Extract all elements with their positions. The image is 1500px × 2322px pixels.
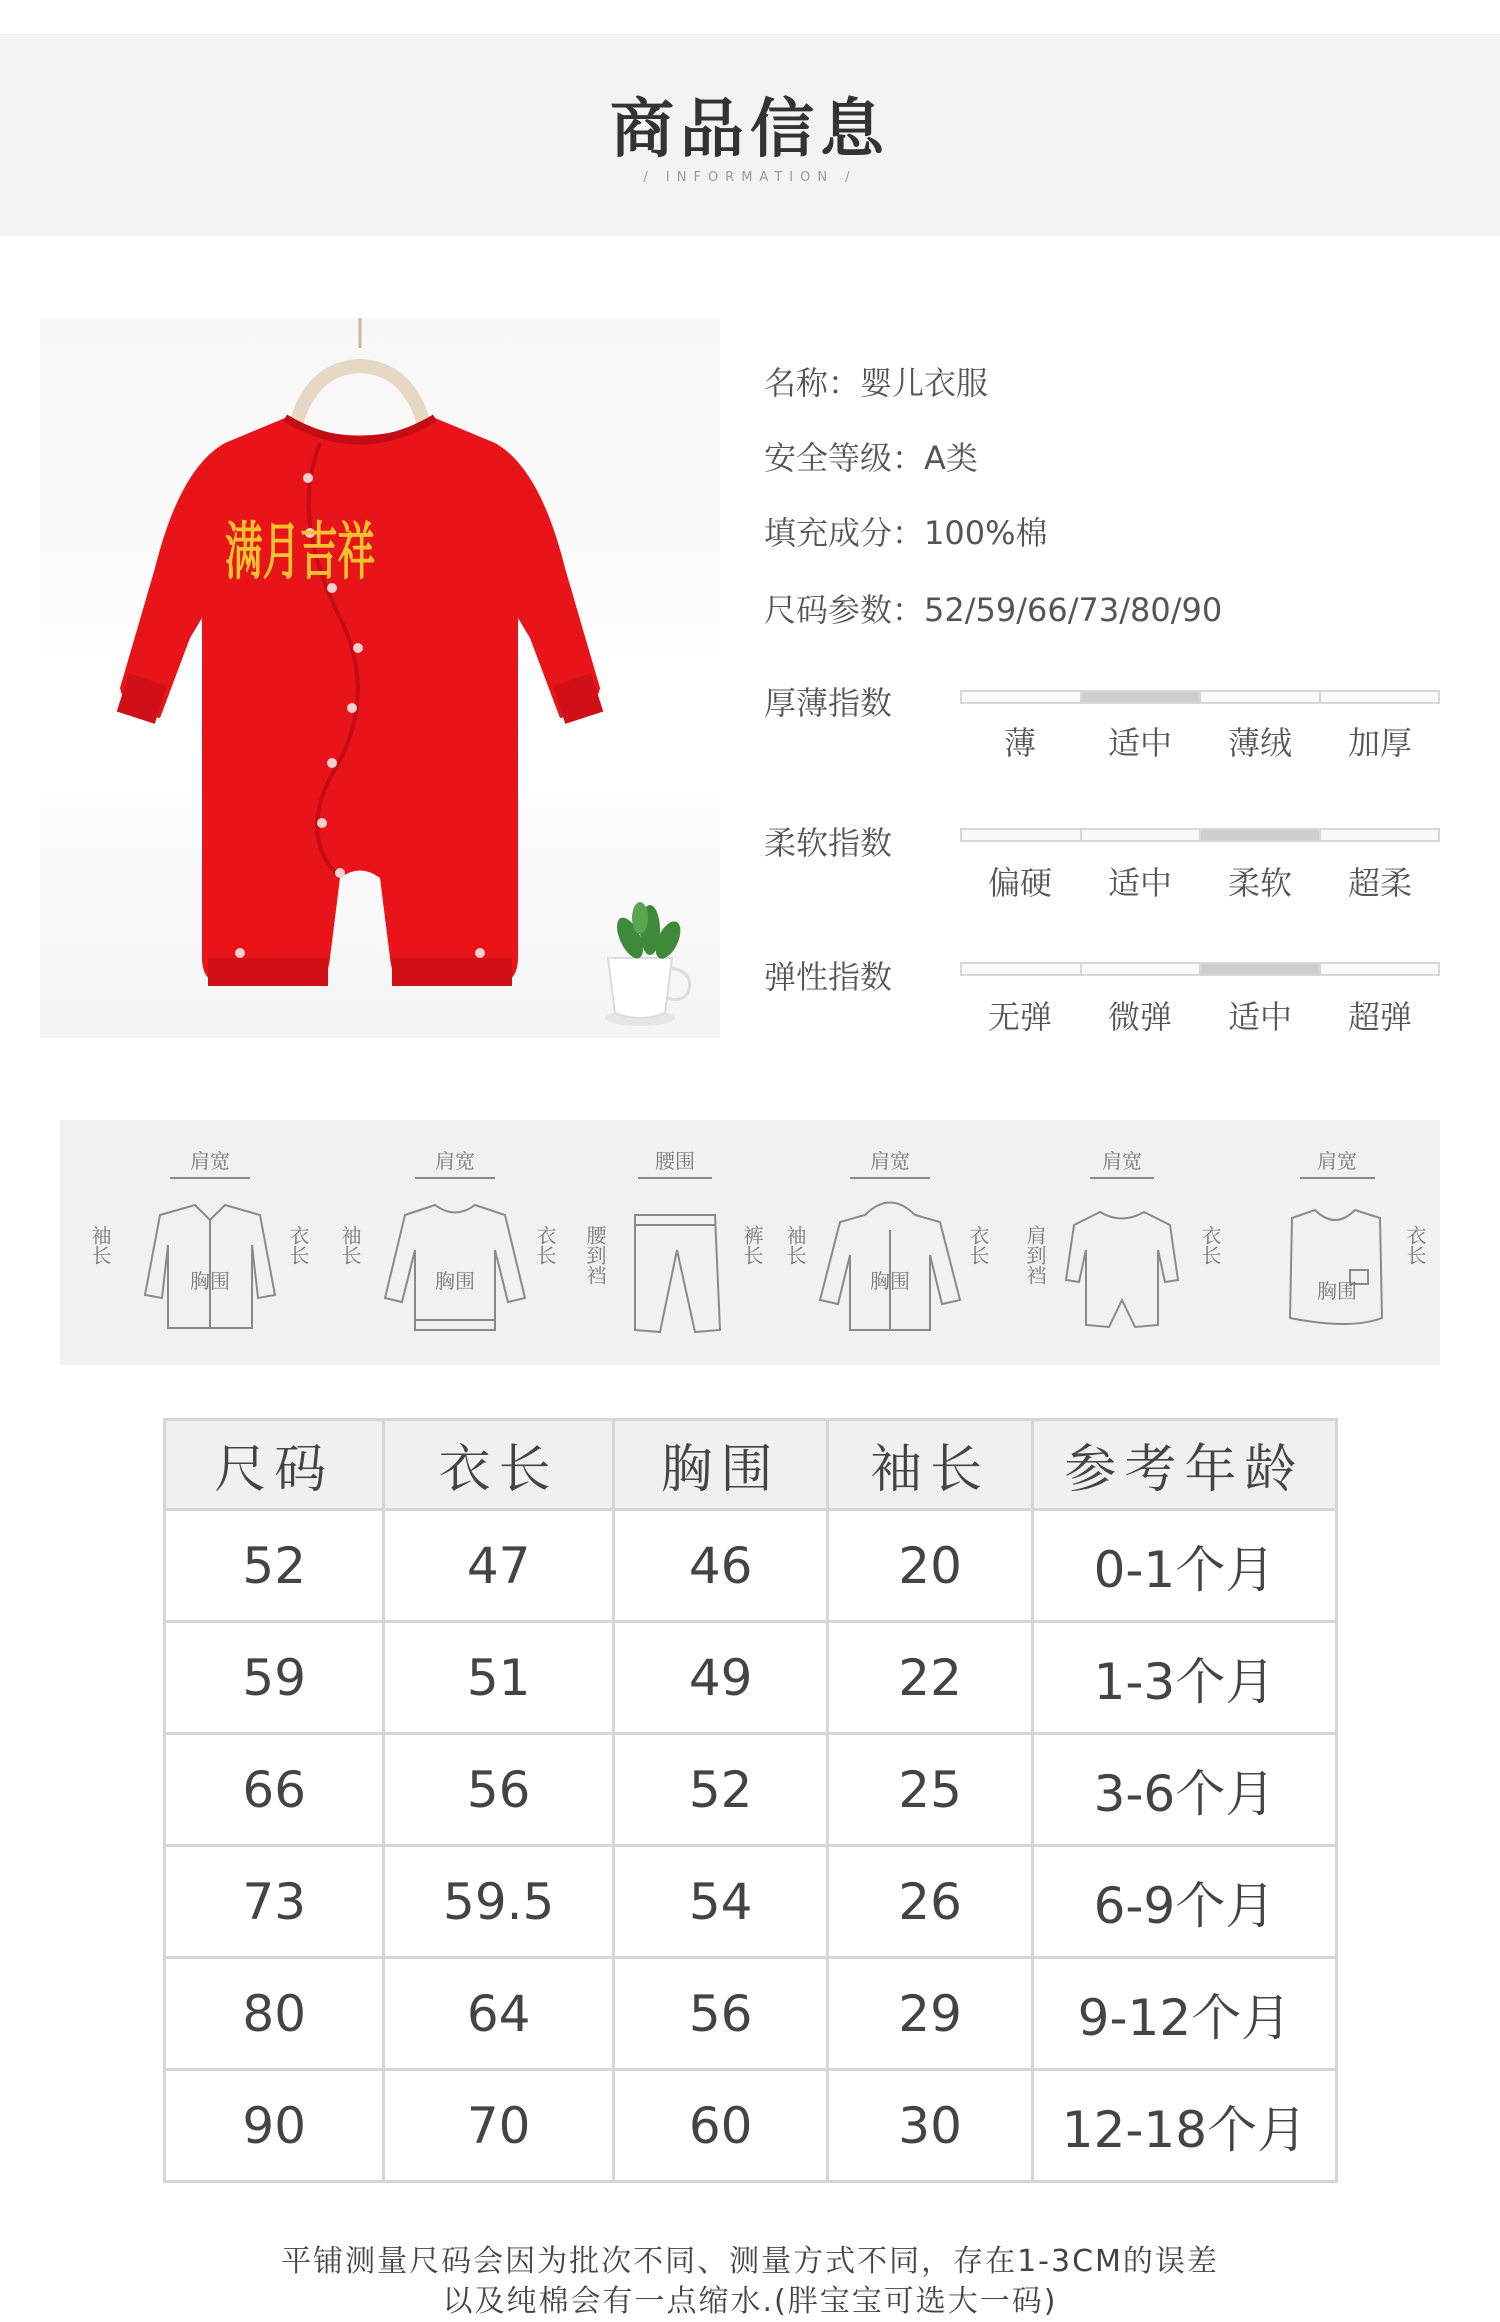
- diagram-right-label: 衣长: [1198, 1225, 1222, 1265]
- table-cell: 64: [384, 1958, 614, 2070]
- table-cell: 3-6个月: [1032, 1734, 1336, 1846]
- thickness-seg-1: [962, 692, 1082, 702]
- diagram-center-label: 胸围: [870, 1269, 910, 1293]
- diagram-left-label: 袖长: [338, 1225, 362, 1265]
- thickness-index-label: 厚薄指数: [764, 684, 893, 722]
- table-cell: 56: [613, 1958, 827, 2070]
- table-cell: 73: [165, 1846, 384, 1958]
- info-composition: [764, 508, 1048, 554]
- info-sizes-value: 52/59/66/73/80/90: [924, 591, 1223, 629]
- header-banner: [0, 34, 1500, 236]
- table-header: 袖长: [828, 1420, 1032, 1510]
- table-row: [165, 2070, 1337, 2182]
- table-row: [165, 1510, 1337, 1622]
- table-cell: 70: [384, 2070, 614, 2182]
- print-text: 满月吉祥: [225, 515, 375, 588]
- table-row: [165, 1734, 1337, 1846]
- romper-shape: [120, 418, 600, 986]
- table-cell: 66: [165, 1734, 384, 1846]
- vest-icon: [1290, 1210, 1382, 1324]
- info-name-label: 名称：: [764, 364, 861, 402]
- table-header: 尺码: [165, 1420, 384, 1510]
- thickness-option: 加厚: [1347, 724, 1412, 762]
- info-sizes-label: 尺码参数：: [764, 591, 925, 629]
- softness-option: 适中: [1107, 864, 1172, 902]
- softness-option: 柔软: [1227, 864, 1292, 902]
- table-header-row: [165, 1420, 1337, 1510]
- table-cell: 47: [384, 1510, 614, 1622]
- table-cell: 54: [613, 1846, 827, 1958]
- elasticity-option: 适中: [1227, 998, 1292, 1036]
- table-cell: 1-3个月: [1032, 1622, 1336, 1734]
- table-cell: 49: [613, 1622, 827, 1734]
- thickness-index-bar: [960, 690, 1440, 704]
- thickness-option: 薄绒: [1227, 724, 1292, 762]
- diagram-left-label: 肩到裆: [1023, 1225, 1047, 1285]
- table-cell: 46: [613, 1510, 827, 1622]
- info-safety-value: A类: [924, 439, 978, 477]
- measurement-note-line-2: 以及纯棉会有一点缩水.(胖宝宝可选大一码): [442, 2284, 1058, 2319]
- diagram-top-label: 肩宽: [190, 1149, 230, 1173]
- diagram-right-label: 衣长: [1403, 1225, 1427, 1265]
- info-name-value: 婴儿衣服: [860, 364, 989, 402]
- diagram-top-label: 肩宽: [1102, 1149, 1142, 1173]
- elasticity-option: 无弹: [987, 998, 1052, 1036]
- table-cell: 26: [828, 1846, 1032, 1958]
- thickness-option: 适中: [1107, 724, 1172, 762]
- diagram-top-label: 腰围: [655, 1149, 695, 1173]
- table-cell: 90: [165, 2070, 384, 2182]
- table-cell: 80: [165, 1958, 384, 2070]
- table-cell: 0-1个月: [1032, 1510, 1336, 1622]
- softness-seg-3: [1201, 830, 1321, 840]
- pants-icon: [635, 1215, 720, 1332]
- softness-index-bar: [960, 828, 1440, 842]
- romper-outline-icon: [1066, 1212, 1178, 1327]
- elasticity-option: 超弹: [1347, 998, 1412, 1036]
- softness-option: 偏硬: [987, 864, 1052, 902]
- elasticity-options: [960, 992, 1440, 1038]
- table-cell: 52: [613, 1734, 827, 1846]
- table-cell: 20: [828, 1510, 1032, 1622]
- table-cell: 56: [384, 1734, 614, 1846]
- elasticity-seg-2: [1082, 964, 1202, 974]
- info-sizes: [764, 585, 1222, 631]
- info-safety-level: [764, 433, 978, 479]
- diagram-right-label: 衣长: [286, 1225, 310, 1265]
- table-header: 胸围: [613, 1420, 827, 1510]
- table-cell: 22: [828, 1622, 1032, 1734]
- table-row: [165, 1958, 1337, 2070]
- table-cell: 9-12个月: [1032, 1958, 1336, 2070]
- product-photo: [40, 318, 720, 1038]
- thickness-seg-3: [1201, 692, 1321, 702]
- table-cell: 52: [165, 1510, 384, 1622]
- softness-seg-2: [1082, 830, 1202, 840]
- diagram-right-label: 裤长: [740, 1225, 764, 1265]
- softness-seg-4: [1321, 830, 1439, 840]
- table-row: [165, 1846, 1337, 1958]
- diagram-center-label: 胸围: [435, 1269, 475, 1293]
- size-table: [163, 1418, 1338, 2183]
- table-header: 衣长: [384, 1420, 614, 1510]
- thickness-option: 薄: [1003, 724, 1036, 762]
- table-cell: 59: [165, 1622, 384, 1734]
- softness-index-label: 柔软指数: [764, 824, 893, 862]
- elasticity-seg-4: [1321, 964, 1439, 974]
- diagram-left-label: 腰到裆: [583, 1225, 607, 1285]
- table-cell: 30: [828, 2070, 1032, 2182]
- page-subtitle: / INFORMATION /: [643, 170, 857, 185]
- measurement-note-line-1: 平铺测量尺码会因为批次不同、测量方式不同，存在1-3CM的误差: [281, 2244, 1219, 2279]
- diagram-center-label: 胸围: [190, 1269, 230, 1293]
- table-cell: 60: [613, 2070, 827, 2182]
- table-cell: 29: [828, 1958, 1032, 2070]
- size-table-container: [163, 1418, 1338, 2183]
- sweater-icon: [385, 1205, 525, 1330]
- softness-seg-1: [962, 830, 1082, 840]
- table-cell: 51: [384, 1622, 614, 1734]
- diagram-left-label: 袖长: [783, 1225, 807, 1265]
- diagram-top-label: 肩宽: [435, 1149, 475, 1173]
- elasticity-index-label: 弹性指数: [764, 958, 893, 996]
- softness-options: [960, 858, 1440, 904]
- table-row: [165, 1622, 1337, 1734]
- diagram-right-label: 衣长: [966, 1225, 990, 1265]
- info-composition-value: 100%棉: [924, 514, 1048, 552]
- thickness-options: [960, 718, 1440, 764]
- diagram-top-label: 肩宽: [870, 1149, 910, 1173]
- table-cell: 25: [828, 1734, 1032, 1846]
- table-cell: 6-9个月: [1032, 1846, 1336, 1958]
- page-title: 商品信息: [610, 93, 890, 167]
- thickness-seg-4: [1321, 692, 1439, 702]
- thickness-seg-2: [1082, 692, 1202, 702]
- table-cell: 59.5: [384, 1846, 614, 1958]
- elasticity-option: 微弹: [1107, 998, 1172, 1036]
- softness-option: 超柔: [1347, 864, 1412, 902]
- table-header: 参考年龄: [1032, 1420, 1336, 1510]
- elasticity-seg-1: [962, 964, 1082, 974]
- table-cell: 12-18个月: [1032, 2070, 1336, 2182]
- diagram-top-label: 肩宽: [1317, 1149, 1357, 1173]
- diagram-center-label: 胸围: [1317, 1279, 1357, 1303]
- elasticity-index-bar: [960, 962, 1440, 976]
- elasticity-seg-3: [1201, 964, 1321, 974]
- info-name: [764, 358, 988, 404]
- diagram-left-label: 袖长: [88, 1225, 112, 1265]
- measurement-diagram: [60, 1120, 1440, 1365]
- info-composition-label: 填充成分：: [764, 514, 925, 552]
- info-safety-label: 安全等级：: [764, 439, 925, 477]
- diagram-right-label: 衣长: [533, 1225, 557, 1265]
